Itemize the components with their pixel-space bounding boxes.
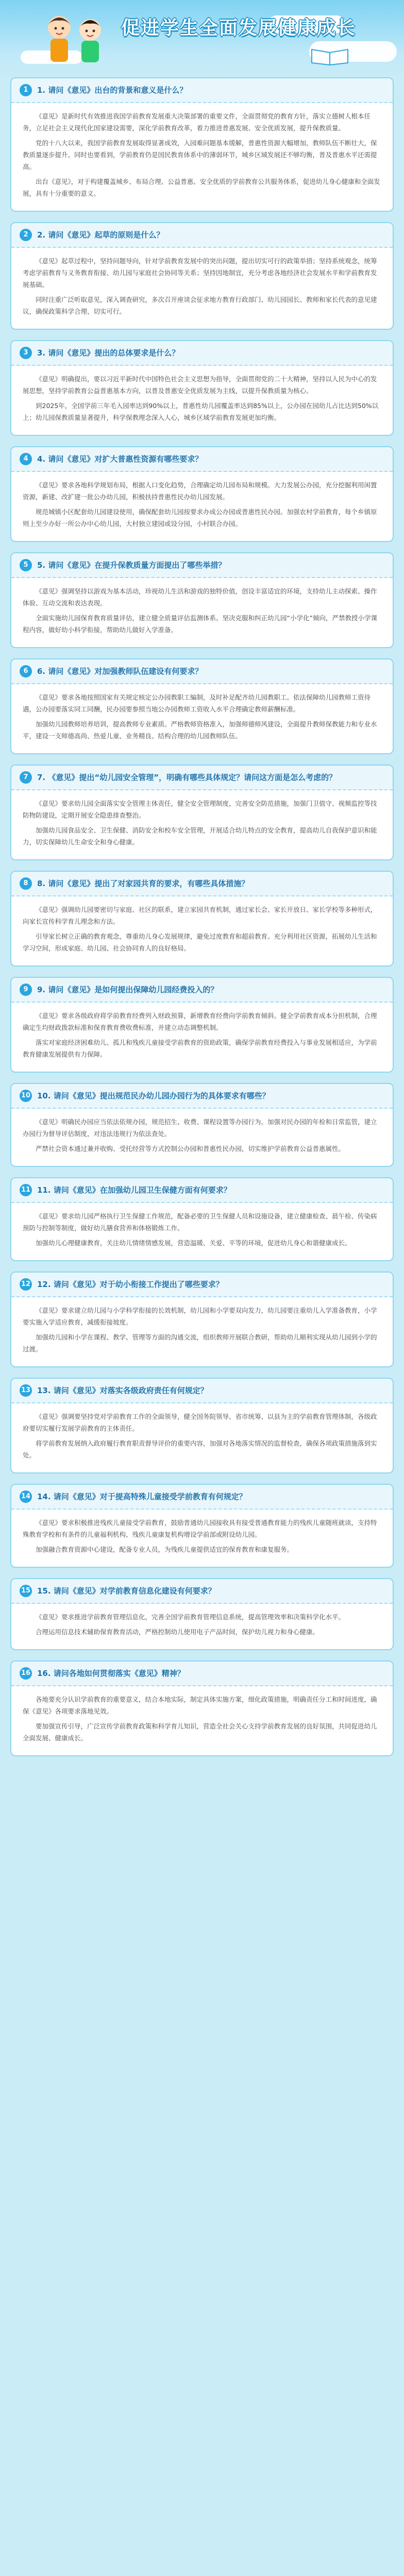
answer-paragraph: 到2025年，全国学前三年毛入园率达到90%以上，普惠性幼儿园覆盖率达到85%以上，公办园在园幼儿占比达到50%以上；幼儿园保教质量显著提升，科学保教理念深入人心，城乡区域学前教育发展更加均衡。 <box>23 402 379 421</box>
answer-body <box>11 103 393 211</box>
qa-section <box>10 1484 394 1568</box>
answer-paragraph: 《意见》强调坚持以游戏为基本活动，珍视幼儿生活和游戏的独特价值，创设丰富适宜的环境，支持幼儿主动探索、操作体验、互动交流和表达表现。 <box>23 587 377 607</box>
question-header <box>11 872 393 896</box>
answer-body <box>11 1003 393 1072</box>
answer-body <box>11 896 393 965</box>
question-header <box>11 1579 393 1604</box>
answer-paragraph: 各地要充分认识学前教育的重要意义，结合本地实际，制定具体实施方案，细化政策措施，明确责任分工和时间进度，确保《意见》各项要求落地见效。 <box>23 1696 377 1715</box>
question-header <box>11 1084 393 1109</box>
question-number-badge: 1 <box>20 84 32 96</box>
question-header <box>11 659 393 684</box>
children-illustration <box>36 9 113 71</box>
answer-paragraph: 加强幼儿心理健康教育，关注幼儿情绪情感发展，营造温暖、关爱、平等的环境，促进幼儿身心和谐健康成长。 <box>36 1239 351 1247</box>
qa-section <box>10 222 394 330</box>
qa-section <box>10 446 394 542</box>
answer-body <box>11 1510 393 1567</box>
answer-paragraph: 《意见》明确民办园应当依法依规办园，规范招生、收费、课程设置等办园行为。加强对民办园的年检和日常监管，建立办园行为督导评估制度，对违法违规行为依法查处。 <box>23 1118 377 1138</box>
answer-paragraph: 《意见》要求推进学前教育管理信息化，完善全国学前教育管理信息系统，提高管理效率和决策科学化水平。 <box>36 1613 345 1621</box>
question-text: 15. 请问《意见》对学前教育信息化建设有何要求？ <box>37 1586 216 1596</box>
qa-section <box>10 1177 394 1261</box>
question-text: 2. 请问《意见》起草的原则是什么？ <box>37 230 164 240</box>
answer-body <box>11 684 393 753</box>
question-header <box>11 78 393 103</box>
qa-section <box>10 871 394 967</box>
answer-body <box>11 1203 393 1260</box>
answer-paragraph: 《意见》要求幼儿园全面落实安全管理主体责任，健全安全管理制度，完善安全防范措施，加强门卫值守、视频监控等技防物防建设，定期开展安全隐患排查整治。 <box>23 800 377 819</box>
question-text: 12. 请问《意见》对于幼小衔接工作提出了哪些要求？ <box>37 1280 224 1289</box>
answer-paragraph: 加强融合教育资源中心建设，配备专业人员，为残疾儿童提供适宜的保育教育和康复服务。 <box>36 1546 294 1553</box>
answer-body <box>11 1297 393 1366</box>
answer-paragraph: 《意见》要求幼儿园严格执行卫生保健工作规范，配备必要的卫生保健人员和设施设备，建立健康检查、晨午检、传染病预防与控制等制度，做好幼儿膳食营养和体格锻炼工作。 <box>23 1212 377 1232</box>
answer-paragraph: 《意见》要求建立幼儿园与小学科学衔接的长效机制，幼儿园和小学要双向发力，幼儿园要注重幼儿入学准备教育，小学要实施入学适应教育，减缓衔接坡度。 <box>23 1307 377 1326</box>
book-icon <box>309 45 350 66</box>
question-header <box>11 766 393 790</box>
qa-section <box>10 1083 394 1167</box>
question-header <box>11 1379 393 1403</box>
answer-paragraph: 《意见》强调幼儿园要密切与家庭、社区的联系，建立家园共育机制，通过家长会、家长开放日、家长学校等多种形式，向家长宣传科学育儿理念和方法。 <box>23 906 377 925</box>
answer-body <box>11 1109 393 1166</box>
question-number-badge: 15 <box>20 1585 32 1597</box>
question-number-badge: 3 <box>20 347 32 359</box>
qa-section <box>10 1578 394 1650</box>
answer-paragraph: 《意见》明确提出，要以习近平新时代中国特色社会主义思想为指导，全面贯彻党的二十大精神，坚持以人民为中心的发展思想，坚持学前教育公益普惠基本方向，以普及普惠安全优质发展为主线，以提升保教质量为核心。 <box>23 375 377 395</box>
answer-body <box>11 578 393 647</box>
answer-body <box>11 1403 393 1472</box>
question-number-badge: 9 <box>20 984 32 996</box>
answer-paragraph: 全面实施幼儿园保育教育质量评估，建立健全质量评估监测体系。坚决克服和纠正幼儿园“小学化”倾向，严禁教授小学课程内容，做好幼小科学衔接，帮助幼儿做好入学准备。 <box>23 614 377 634</box>
question-text: 11. 请问《意见》在加强幼儿园卫生保健方面有何要求？ <box>37 1185 231 1195</box>
question-text: 9. 请问《意见》是如何提出保障幼儿园经费投入的？ <box>37 985 218 994</box>
answer-paragraph: 《意见》要求各地按照国家有关规定核定公办园教职工编制，及时补足配齐幼儿园教职工。依法保障幼儿园教师工资待遇，公办园要落实同工同酬，民办园要参照当地公办园教师工资收入水平合理确定教师薪酬标准。 <box>23 693 371 713</box>
question-text: 4. 请问《意见》对扩大普惠性资源有哪些要求？ <box>37 454 203 464</box>
qa-section <box>10 658 394 754</box>
answer-body <box>11 1686 393 1755</box>
answer-body <box>11 472 393 541</box>
question-text: 14. 请问《意见》对于提高特殊儿童接受学前教育有何规定？ <box>37 1492 247 1501</box>
question-number-badge: 13 <box>20 1384 32 1397</box>
answer-paragraph: 党的十八大以来，我国学前教育发展取得显著成效，入园难问题基本缓解，普惠性资源大幅增加，教师队伍不断壮大，保教质量逐步提升。同时也要看到，学前教育仍是国民教育体系中的薄弱环节，城乡区域发展还不够均衡，普及普惠水平还需提高。 <box>23 139 377 171</box>
qa-section <box>10 552 394 648</box>
answer-body <box>11 1604 393 1649</box>
answer-paragraph: 落实对家庭经济困难幼儿、孤儿和残疾儿童接受学前教育的资助政策，确保学前教育经费投入与事业发展相适应，为学前教育健康发展提供有力保障。 <box>23 1039 377 1058</box>
question-text: 3. 请问《意见》提出的总体要求是什么？ <box>37 348 180 358</box>
question-text: 8. 请问《意见》提出了对家园共育的要求，有哪些具体措施？ <box>37 879 249 888</box>
question-text: 16. 请问各地如何贯彻落实《意见》精神？ <box>37 1669 185 1678</box>
question-text: 10. 请问《意见》提出规范民办幼儿园办园行为的具体要求有哪些？ <box>37 1091 270 1100</box>
answer-paragraph: 同时注重广泛听取意见，深入调查研究，多次召开座谈会征求地方教育行政部门、幼儿园园长、教师和家长代表的意见建议，确保政策科学合理、切实可行。 <box>23 296 377 315</box>
question-header <box>11 1178 393 1203</box>
answer-paragraph: 加强幼儿园和小学在课程、教学、管理等方面的沟通交流，组织教师开展联合教研，帮助幼儿顺利实现从幼儿园到小学的过渡。 <box>23 1333 377 1353</box>
question-header <box>11 1485 393 1510</box>
answer-body <box>11 790 393 859</box>
question-number-badge: 11 <box>20 1184 32 1196</box>
qa-section <box>10 77 394 212</box>
question-header <box>11 223 393 248</box>
question-header <box>11 978 393 1003</box>
answer-paragraph: 《意见》要求积极推进残疾儿童接受学前教育，鼓励普通幼儿园接收具有接受普通教育能力的残疾儿童随班就读，支持特殊教育学校和有条件的儿童福利机构、残疾儿童康复机构增设学前部或附设幼儿园。 <box>23 1519 377 1538</box>
qa-section <box>10 1378 394 1473</box>
question-text: 7. 《意见》提出“幼儿园安全管理”，明确有哪些具体规定？请问这方面是怎么考虑的？ <box>37 773 337 782</box>
answer-paragraph: 加强幼儿园教师培养培训，提高教师专业素质。严格教师资格准入，加强师德师风建设，全面提升教师保教能力和专业水平，建设一支师德高尚、热爱儿童、业务精良、结构合理的幼儿园教师队伍。 <box>23 720 377 740</box>
question-number-badge: 12 <box>20 1278 32 1291</box>
header-banner <box>0 0 404 77</box>
question-header <box>11 1662 393 1686</box>
question-number-badge: 14 <box>20 1490 32 1503</box>
answer-body <box>11 248 393 329</box>
qa-list <box>0 77 404 1756</box>
qa-section <box>10 340 394 436</box>
answer-paragraph: 合理运用信息技术辅助保育教育活动，严格控制幼儿使用电子产品时间，保护幼儿视力和身心健康。 <box>36 1628 319 1636</box>
answer-body <box>11 366 393 435</box>
answer-paragraph: 《意见》要求各级政府将学前教育经费列入财政预算，新增教育经费向学前教育倾斜。健全学前教育成本分担机制，合理确定生均财政拨款标准和保育教育费收费标准，并建立动态调整机制。 <box>23 1012 377 1031</box>
qa-section <box>10 1660 394 1756</box>
question-text: 1. 请问《意见》出台的背景和意义是什么？ <box>37 86 188 95</box>
answer-paragraph: 出台《意见》，对于构建覆盖城乡、布局合理、公益普惠、安全优质的学前教育公共服务体系，促进幼儿身心健康和全面发展，具有十分重要的意义。 <box>23 178 380 197</box>
question-number-badge: 5 <box>20 559 32 571</box>
question-number-badge: 8 <box>20 877 32 890</box>
question-number-badge: 16 <box>20 1667 32 1680</box>
qa-section <box>10 765 394 860</box>
question-text: 5. 请问《意见》在提升保教质量方面提出了哪些举措？ <box>37 561 226 570</box>
question-header <box>11 341 393 366</box>
question-header <box>11 447 393 472</box>
answer-paragraph: 严禁社会资本通过兼并收购、受托经营等方式控制公办园和普惠性民办园，切实维护学前教育公益普惠属性。 <box>36 1145 345 1153</box>
qa-section <box>10 1272 394 1367</box>
question-header <box>11 1273 393 1297</box>
answer-paragraph: 要加强宣传引导，广泛宣传学前教育政策和科学育儿知识，营造全社会关心支持学前教育发展的良好氛围，共同促进幼儿全面发展、健康成长。 <box>23 1722 377 1742</box>
answer-paragraph: 《意见》强调要坚持党对学前教育工作的全面领导，健全国务院领导、省市统筹、以县为主的学前教育管理体制，各级政府要切实履行发展学前教育的主体责任。 <box>23 1413 377 1432</box>
answer-paragraph: 《意见》是新时代有效推进我国学前教育发展重大决策部署的重要文件，全面贯彻党的教育方针，落实立德树人根本任务，立足社会主义现代化国家建设需要，深化学前教育改革，着力推进普惠发展、安全优质发展，提升保教质量。 <box>23 112 371 132</box>
question-number-badge: 2 <box>20 229 32 241</box>
answer-paragraph: 将学前教育发展纳入政府履行教育职责督导评价的重要内容，加强对各地落实情况的监督检查，确保各项政策措施落到实处。 <box>23 1439 377 1459</box>
question-text: 13. 请问《意见》对落实各级政府责任有何规定？ <box>37 1386 208 1395</box>
answer-paragraph: 《意见》要求各地科学规划布局，根据人口变化趋势，合理确定幼儿园布局和规模。大力发展公办园，充分挖掘利用闲置资源，新建、改扩建一批公办幼儿园，积极扶持普惠性民办幼儿园发展。 <box>23 481 377 501</box>
question-number-badge: 10 <box>20 1090 32 1102</box>
answer-paragraph: 规范城镇小区配套幼儿园建设使用，确保配套幼儿园按要求办成公办园或普惠性民办园。加强农村学前教育，每个乡镇原则上至少办好一所公办中心幼儿园，大村独立建园或设分园，小村联合办园。 <box>23 508 377 528</box>
question-number-badge: 7 <box>20 771 32 784</box>
answer-paragraph: 《意见》起草过程中，坚持问题导向，针对学前教育发展中的突出问题，提出切实可行的政策举措；坚持系统观念，统筹考虑学前教育与义务教育衔接、幼儿园与家庭社会协同等关系；坚持因地制宜，充分考虑各地经济社会发展水平和学前教育发展基础。 <box>23 257 377 289</box>
question-number-badge: 4 <box>20 453 32 465</box>
answer-paragraph: 引导家长树立正确的教育观念，尊重幼儿身心发展规律，避免过度教育和超前教育。充分利用社区资源，拓展幼儿生活和学习空间，形成家庭、幼儿园、社会协同育人的良好格局。 <box>23 933 377 952</box>
question-header <box>11 553 393 578</box>
qa-section <box>10 977 394 1073</box>
answer-paragraph: 加强幼儿园食品安全、卫生保健、消防安全和校车安全管理，开展适合幼儿特点的安全教育，提高幼儿自我保护意识和能力，切实保障幼儿生命安全和身心健康。 <box>23 826 377 846</box>
question-text: 6. 请问《意见》对加强教师队伍建设有何要求？ <box>37 667 203 676</box>
page-title: 促进学生全面发展健康成长 <box>121 18 357 39</box>
question-number-badge: 6 <box>20 665 32 677</box>
